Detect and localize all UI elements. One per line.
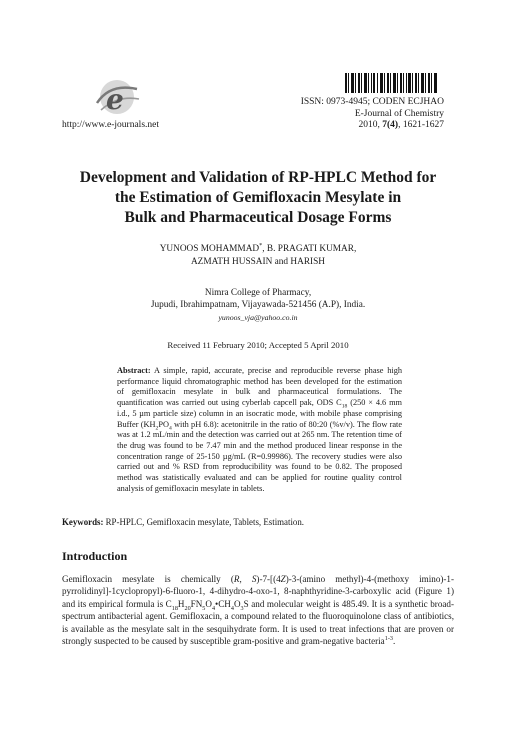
journal-logo [90, 73, 144, 123]
corresponding-author-mark: * [259, 241, 263, 249]
body-text: O [233, 598, 241, 609]
title-line: Bulk and Pharmaceutical Dosage Forms [124, 209, 392, 226]
body-text: )-3-(amino methyl)-4-(methoxy imino)-1-pyrrolidinyl]-1cyclopropyl)-6-fluoro-1, 4-dihydro-4-oxo-1, 8-naphthyridine-3-carboxylic acid (Figure 1) and its empirical formula is C [62, 574, 455, 609]
subscript: 3 [240, 604, 244, 612]
abstract [117, 366, 402, 494]
citation-year: 2010, [358, 120, 383, 130]
title-line: Development and Validation of RP-HPLC Method for [79, 169, 437, 186]
subscript: 4 [168, 425, 172, 432]
subscript: 4 [230, 604, 234, 612]
keywords-text: RP-HPLC, Gemifloxacin mesylate, Tablets, Estimation. [103, 517, 305, 527]
body-text: . [392, 636, 396, 647]
author-names: , B. PRAGATI KUMAR, [262, 244, 357, 254]
subscript: 18 [171, 604, 178, 612]
body-text-italic: Z [280, 574, 286, 584]
abstract-label: Abstract: [117, 366, 151, 375]
body-text: Gemifloxacin mesylate is chemically ( [62, 574, 234, 584]
citation [301, 120, 444, 132]
subscript: 20 [184, 604, 191, 612]
subscript: 4 [211, 604, 216, 612]
affiliation-line-1: Nimra College of Pharmacy, [204, 288, 312, 298]
abstract-text: A simple, rapid, accurate, precise and reproducible reverse phase high performance liquid chromatographic method has been developed for the estimation of gemifloxacin mesylate in bulk and pharmaceutical formulations. The quantification was carried out using cyberlab capcell pak, ODS C [117, 366, 402, 408]
body-text: O [205, 598, 212, 609]
body-text: H [177, 598, 185, 609]
body-text-italic: R, S [233, 574, 257, 584]
abstract-text: (250 × 4.6 mm i.d., 5 µm particle size) column in an isocratic mode, with mobile phase comprising Buffer (KH [117, 398, 402, 429]
body-text: FN [190, 598, 203, 609]
author-name: YUNOOS MOHAMMAD [159, 244, 260, 254]
received-dates: Received 11 February 2010; Accepted 5 April 2010 [167, 340, 349, 350]
body-text: •CH [215, 598, 231, 609]
body-text: )-7-[(4 [256, 574, 281, 584]
keywords-label: Keywords: [62, 517, 104, 527]
journal-name: E-Journal of Chemistry [354, 108, 444, 119]
introduction-paragraph [62, 573, 454, 647]
barcode-icon [345, 73, 437, 93]
reference-mark[interactable]: 1-3 [384, 635, 393, 642]
journal-info [301, 97, 444, 132]
affiliation-line-2: Jupudi, Ibrahimpatnam, Vijayawada-521456 (A.P), India. [150, 300, 366, 310]
abstract-text: PO [158, 419, 169, 429]
subscript: 18 [341, 403, 348, 410]
abstract-text: with pH 6.8): acetonitrile in the ratio of 80:20 (%v/v). The flow rate was at 1.2 mL/min and the detection was carried out at 265 nm. The retention time of the drug was found to be 7.47 min and the method produced linear response in the concentration range of 25-150 µg/mL (R=0.99986). The recovery studies were also carried out and % RSD from reproducibility was found to be 0.82. The proposed method was statistically evaluated and can be applied for routine quality control analysis of gemifloxacin mesylate in tablets. [117, 419, 403, 493]
subscript: 5 [202, 604, 206, 612]
svg-text:e: e [106, 83, 124, 116]
title-line: the Estimation of Gemifloxacin Mesylate in [114, 189, 402, 206]
author-email[interactable]: yunoos_vja@yahoo.co.in [218, 313, 298, 322]
citation-volume: 7(4) [382, 120, 399, 130]
article-title [62, 168, 454, 228]
authors-line-2: AZMATH HUSSAIN and HARISH [190, 256, 326, 267]
journal-url[interactable]: http://www.e-journals.net [62, 120, 160, 130]
citation-pages: , 1621-1627 [398, 120, 444, 130]
author-list [62, 243, 454, 268]
keywords [62, 517, 304, 527]
subscript: 2 [155, 425, 159, 432]
affiliation [62, 287, 454, 311]
body-text: S and molecular weight is 485.49. It is a synthetic broad-spectrum antibacterial agent. Gemifloxacin, a compound related to the fluoroquinolone class of antibiotics, is available as the mesylate salt in the sesquihydrate form. It is used to treat infections that are proven or strongly suspected to be caused by susceptible gram-positive and gram-negative bacteria [62, 598, 454, 647]
authors-line-1 [62, 243, 454, 256]
issn-line: ISSN: 0973-4945; CODEN ECJHAO [300, 97, 444, 107]
section-heading-introduction: Introduction [62, 549, 128, 563]
